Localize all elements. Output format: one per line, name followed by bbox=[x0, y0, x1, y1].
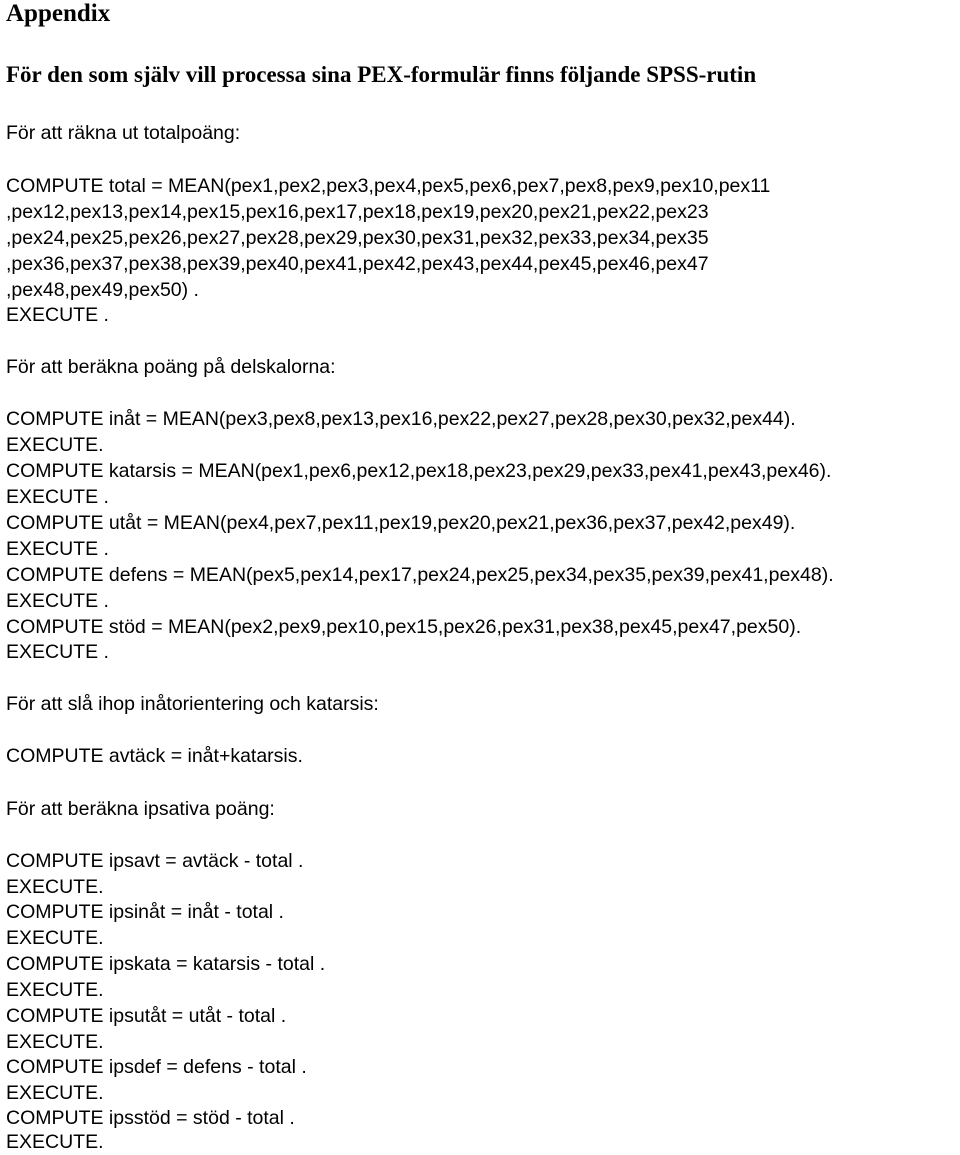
code-line: EXECUTE . bbox=[6, 538, 109, 560]
code-line: ,pex48,pex49,pex50) . bbox=[6, 279, 199, 301]
code-line: COMPUTE inåt = MEAN(pex3,pex8,pex13,pex16,pex22,pex27,pex28,pex30,pex32,pex44). bbox=[6, 408, 796, 430]
code-line: EXECUTE. bbox=[6, 1031, 104, 1053]
code-line: COMPUTE avtäck = inåt+katarsis. bbox=[6, 745, 303, 767]
code-line: COMPUTE ipsinåt = inåt - total . bbox=[6, 901, 284, 923]
code-line: ,pex12,pex13,pex14,pex15,pex16,pex17,pex18,pex19,pex20,pex21,pex22,pex23 bbox=[6, 201, 709, 223]
section-heading-ipsative: För att beräkna ipsativa poäng: bbox=[6, 798, 275, 820]
code-line: COMPUTE ipsavt = avtäck - total . bbox=[6, 850, 304, 872]
code-line: COMPUTE ipsutåt = utåt - total . bbox=[6, 1005, 287, 1027]
section-heading-subscales: För att beräkna poäng på delskalorna: bbox=[6, 356, 336, 378]
code-line: COMPUTE katarsis = MEAN(pex1,pex6,pex12,pex18,pex23,pex29,pex33,pex41,pex43,pex46). bbox=[6, 460, 832, 482]
code-line: ,pex24,pex25,pex26,pex27,pex28,pex29,pex30,pex31,pex32,pex33,pex34,pex35 bbox=[6, 227, 709, 249]
code-line: COMPUTE ipskata = katarsis - total . bbox=[6, 953, 326, 975]
code-line: EXECUTE . bbox=[6, 304, 109, 326]
page-title: Appendix bbox=[6, 0, 111, 27]
code-line: EXECUTE. bbox=[6, 876, 104, 898]
code-line: COMPUTE utåt = MEAN(pex4,pex7,pex11,pex19,pex20,pex21,pex36,pex37,pex42,pex49). bbox=[6, 512, 796, 534]
code-line: EXECUTE. bbox=[6, 1082, 104, 1104]
code-line: COMPUTE defens = MEAN(pex5,pex14,pex17,pex24,pex25,pex34,pex35,pex39,pex41,pex48). bbox=[6, 564, 834, 586]
section-heading-total: För att räkna ut totalpoäng: bbox=[6, 122, 241, 144]
section-heading-combine: För att slå ihop inåtorientering och katarsis: bbox=[6, 693, 379, 715]
code-line: EXECUTE. bbox=[6, 1131, 104, 1153]
code-line: COMPUTE total = MEAN(pex1,pex2,pex3,pex4,pex5,pex6,pex7,pex8,pex9,pex10,pex11 bbox=[6, 175, 771, 197]
code-line: EXECUTE. bbox=[6, 979, 104, 1001]
code-line: EXECUTE . bbox=[6, 486, 109, 508]
code-line: EXECUTE. bbox=[6, 434, 104, 456]
code-line: EXECUTE . bbox=[6, 641, 109, 663]
code-line: COMPUTE ipsdef = defens - total . bbox=[6, 1056, 307, 1078]
page-subtitle: För den som själv vill processa sina PEX-formulär finns följande SPSS-rutin bbox=[6, 62, 757, 87]
code-line: EXECUTE . bbox=[6, 590, 109, 612]
code-line: EXECUTE. bbox=[6, 927, 104, 949]
code-line: COMPUTE ipsstöd = stöd - total . bbox=[6, 1107, 295, 1129]
code-line: COMPUTE stöd = MEAN(pex2,pex9,pex10,pex15,pex26,pex31,pex38,pex45,pex47,pex50). bbox=[6, 616, 802, 638]
code-line: ,pex36,pex37,pex38,pex39,pex40,pex41,pex42,pex43,pex44,pex45,pex46,pex47 bbox=[6, 253, 709, 275]
